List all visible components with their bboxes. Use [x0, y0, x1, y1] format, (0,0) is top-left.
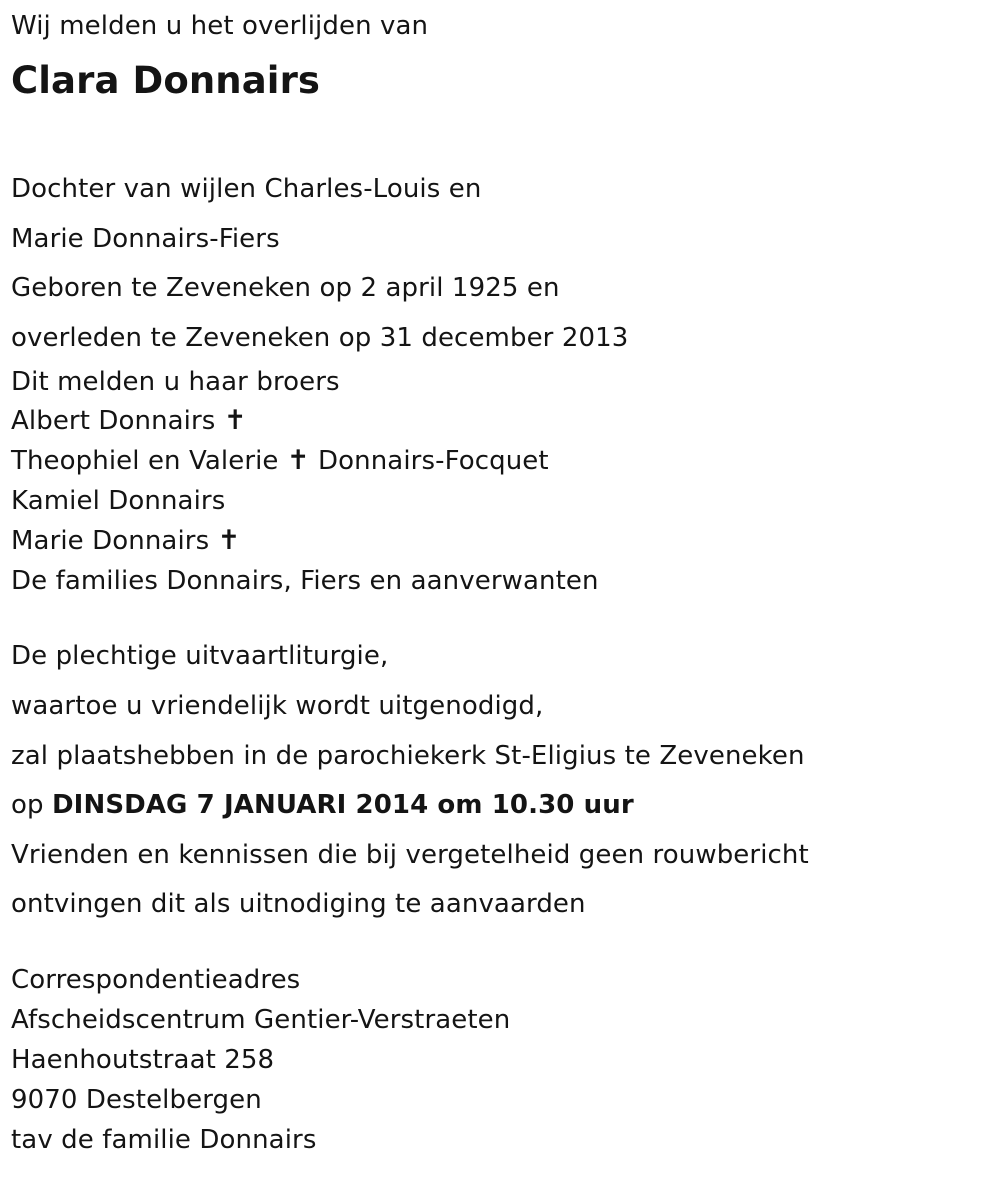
ceremony-date-line — [11, 781, 986, 831]
family-member-name: Albert Donnairs — [11, 406, 216, 437]
ceremony-line-6: ontvingen dit als uitnodiging te aanvaarden — [11, 889, 586, 920]
parents-line-2: Marie Donnairs-Fiers — [11, 223, 280, 254]
family-heading: Dit melden u haar broers — [11, 367, 340, 398]
ceremony-line-3: zal plaatshebben in de parochiekerk St-Eligius te Zeveneken — [11, 740, 805, 771]
cross-icon: ✝ — [286, 445, 310, 477]
ceremony-line-1: De plechtige uitvaartliturgie, — [11, 641, 389, 672]
death-notice — [11, 0, 986, 1160]
family-member-kamiel: Kamiel Donnairs — [11, 486, 226, 517]
parents-line-1: Dochter van wijlen Charles-Louis en — [11, 174, 482, 204]
section-spacer — [11, 930, 986, 960]
death-line: overleden te Zeveneken op 31 december 2013 — [11, 322, 629, 353]
birth-line: Geboren te Zeveneken op 2 april 1925 en — [11, 273, 560, 304]
ceremony-date: DINSDAG 7 JANUARI 2014 om 10.30 uur — [52, 790, 634, 821]
correspondence-city: 9070 Destelbergen — [11, 1084, 262, 1115]
family-member-name: Marie Donnairs — [11, 526, 210, 557]
family-member-theophiel — [11, 441, 986, 481]
correspondence-company: Afscheidscentrum Gentier-Verstraeten — [11, 1004, 511, 1035]
ceremony-date-prefix: op — [11, 790, 44, 821]
correspondence-street: Haenhoutstraat 258 — [11, 1044, 275, 1075]
correspondence-heading: Correspondentieadres — [11, 964, 301, 995]
section-spacer — [11, 601, 986, 632]
family-member-surname: Donnairs-Focquet — [318, 446, 549, 477]
families-line: De families Donnairs, Fiers en aanverwanten — [11, 566, 599, 597]
intro-text: Wij melden u het overlijden van — [11, 11, 429, 41]
correspondence-attention: tav de familie Donnairs — [11, 1124, 317, 1155]
ceremony-line-5: Vrienden en kennissen die bij vergetelheid geen rouwbericht — [11, 839, 809, 870]
cross-icon: ✝ — [217, 525, 241, 557]
deceased-name: Clara Donnairs — [11, 59, 321, 102]
family-member-albert — [11, 401, 986, 441]
family-member-name: Theophiel en Valerie — [11, 446, 279, 477]
ceremony-line-2: waartoe u vriendelijk wordt uitgenodigd, — [11, 690, 544, 721]
family-member-marie — [11, 521, 986, 561]
cross-icon: ✝ — [223, 405, 247, 437]
